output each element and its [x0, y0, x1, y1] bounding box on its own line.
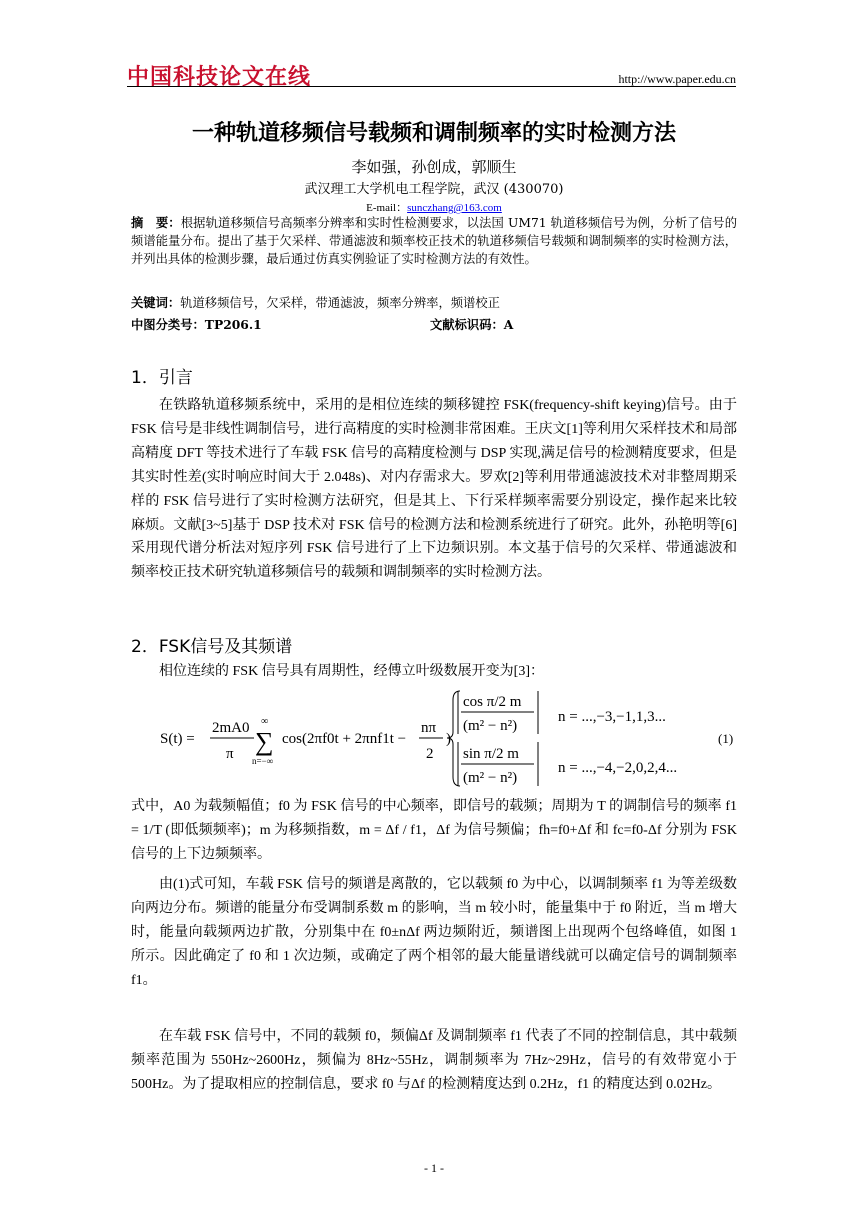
classification-label: 中图分类号：	[131, 317, 205, 332]
eq-cos: cos(2πf0t + 2πnf1t −	[282, 731, 407, 747]
eq-case1-den: (m² − n²)	[463, 718, 518, 734]
where-paragraph: 式中，A0 为载频幅值；f0 为 FSK 信号的中心频率，即信号的载频；周期为 T 的调制信号的频率 f1 = 1/T (即低频频率)；m 为移频指数，m = Δf / f1，Δf 为信号频偏；fh=f0+Δf 和 fc=f0-Δf 分别为 FSK 信号的上下边频频率。	[131, 799, 737, 862]
doccode-label: 文献标识码：	[430, 317, 504, 332]
header-rule	[127, 86, 736, 87]
keywords-label: 关键词：	[131, 295, 181, 310]
site-logo[interactable]: 中国科技论文在线	[127, 65, 312, 90]
section2-intro: 相位连续的 FSK 信号具有周期性，经傅立叶级数展开变为[3]：	[159, 664, 545, 679]
eq-close: )	[446, 731, 451, 747]
eq-case2-num: sin π/2 m	[463, 746, 519, 762]
paper-authors: 李如强，孙创成，郭顺生	[351, 158, 517, 176]
classification	[131, 315, 262, 333]
eq-sum-bottom: n=−∞	[252, 756, 274, 766]
eq-case1-cond: n = ...,−3,−1,1,3...	[558, 709, 666, 725]
paper-title: 一种轨道移频信号载频和调制频率的实时检测方法	[191, 121, 676, 146]
paper-affiliation: 武汉理工大学机电工程学院，武汉 (430070)	[304, 182, 564, 197]
keywords	[131, 293, 500, 311]
email-label: E-mail：	[366, 202, 408, 214]
range-paragraph: 在车载 FSK 信号中，不同的载频 f0，频偏Δf 及调制频率 f1 代表了不同的控制信息，其中载频频率范围为 550Hz~2600Hz，频偏为 8Hz~55Hz，调制频率为 7Hz~29Hz，信号的有效带宽小于 500Hz。为了提取相应的控制信息，要求 f0 与Δf 的检测精度达到 0.2Hz，f1 的精度达到 0.02Hz。	[131, 1029, 737, 1092]
eq-lhs: S(t) =	[160, 731, 195, 747]
section-heading-2: 2．FSK信号及其频谱	[131, 637, 293, 657]
eq-sum-top: ∞	[261, 716, 269, 727]
page-number: - 1 -	[424, 1161, 444, 1175]
eq-phase-num: nπ	[421, 720, 437, 736]
eq-case2-cond: n = ...,−4,−2,0,2,4...	[558, 760, 678, 776]
site-url[interactable]: http://www.paper.edu.cn	[618, 72, 736, 86]
eq-sum-sign: ∑	[255, 727, 274, 756]
email-link[interactable]: sunczhang@163.com	[407, 202, 502, 214]
abstract-label: 摘 要：	[131, 215, 181, 230]
eq-phase-den: 2	[426, 746, 434, 762]
classification-value: TP206.1	[204, 317, 262, 332]
equation-1	[160, 688, 740, 788]
section-heading-1: 1．引言	[131, 368, 193, 388]
email-line	[0, 199, 868, 215]
spectrum-paragraph: 由(1)式可知，车载 FSK 信号的频谱是离散的，它以载频 f0 为中心，以调制频率 f1 为等差级数向两边分布。频谱的能量分布受调制系数 m 的影响，当 m 较小时，能量集中于 f0 附近，当 m 增大时，能量向载频两边扩散，分别集中在 f0±nΔf 两边频附近，频谱图上出现两个包络峰值，如图 1 所示。因此确定了 f0 和 1 次边频，或确定了两个相邻的最大能量谱线就可以确定信号的调制频率 f1。	[131, 877, 737, 988]
equation-number: (1)	[718, 731, 734, 746]
eq-coef-num: 2mA0	[212, 720, 250, 736]
eq-case1-num: cos π/2 m	[463, 694, 522, 710]
eq-case2-den: (m² − n²)	[463, 770, 518, 786]
doccode-value: A	[503, 317, 514, 332]
eq-coef-den: π	[226, 746, 234, 762]
section1-paragraph: 在铁路轨道移频系统中，采用的是相位连续的频移键控 FSK(frequency-shift keying)信号。由于 FSK 信号是非线性调制信号，进行高精度的实时检测非常困难。王庆文[1]等利用欠采样技术和局部高精度 DFT 等技术进行了车载 FSK 信号的高精度检测与 DSP 实现,满足信号的检测精度要求，但是其实时性差(实时响应时间大于 2.048s)、对内存需求大。罗欢[2]等利用带通滤波技术对非整周期采样的 FSK 信号进行了实时检测方法研究，但是其上、下行采样频率需要分别设定，操作起来比较麻烦。文献[3~5]基于 DSP 技术对 FSK 信号的检测方法和检测系统进行了研究。此外，孙艳明等[6]采用现代谱分析法对短序列 FSK 信号进行了上下边频识别。本文基于信号的欠采样、带通滤波和频率校正技术研究轨道移频信号的载频和调制频率的实时检测方法。	[131, 398, 737, 581]
keywords-text: 轨道移频信号，欠采样，带通滤波，频率分辨率，频谱校正	[180, 296, 500, 310]
abstract-text: 根据轨道移频信号高频率分辨率和实时性检测要求，以法国 UM71 轨道移频信号为例，分析了信号的频谱能量分布。提出了基于欠采样、带通滤波和频率校正技术的轨道移频信号载频和调制频率的实时检测方法，并列出具体的检测步骤，最后通过仿真实例验证了实时检测方法的有效性。	[131, 216, 737, 266]
abstract	[131, 214, 737, 268]
document-code	[430, 315, 513, 333]
